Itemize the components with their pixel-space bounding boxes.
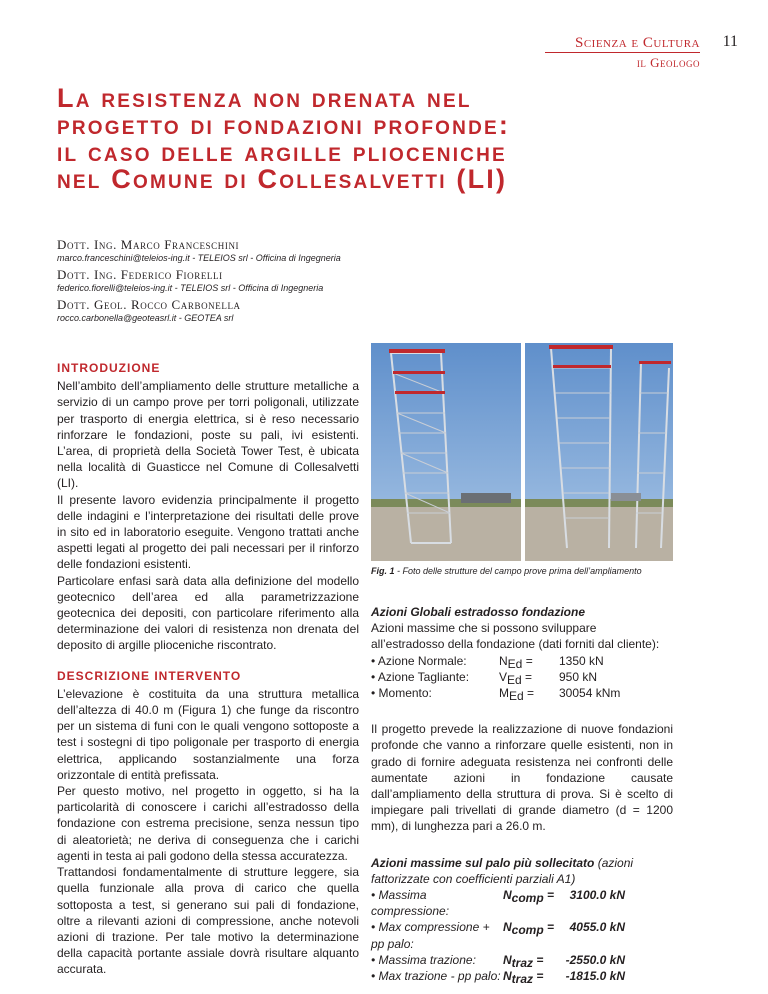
pile-load-symbol: Ncomp =: [503, 920, 555, 938]
figure-label: Fig. 1: [371, 566, 395, 576]
load-symbol: MEd =: [499, 686, 535, 704]
pile-load-symbol: Ntraz =: [503, 969, 544, 987]
figure-caption-text: - Foto delle strutture del campo prove prima dell’ampliamento: [394, 566, 642, 576]
running-header-journal: il Geologo: [636, 55, 700, 70]
spacer: [371, 701, 673, 721]
subheading-azioni-globali: Azioni Globali estradosso fondazione: [371, 605, 586, 619]
paragraph: Per questo motivo, nel progetto in oggetto, si ha la particolarità di conoscere i carichi all’estradosso della fondazione con estrema precisione, senza nessun tipo di aleatorietà; ne deriva di conseguenza che i carichi agenti in testa ai pali godono della stessa accuratezza.: [57, 784, 359, 863]
load-symbol: NEd =: [499, 653, 533, 671]
paragraph: Il presente lavoro evidenzia principalmente il progetto delle indagini e l’interpretazione dei risultati delle prove in sito ed in laboratorio eseguite. Vengono trattati anche aspetti legati al progetto dei pali necessari per il rinforzo delle fondazioni esistenti.: [57, 492, 359, 572]
load-label: • Azione Normale:: [371, 653, 467, 668]
spacer: [57, 654, 359, 668]
paragraph: Il progetto prevede la realizzazione di nuove fondazioni profonde che vanno a rinforzare quelle esistenti, non in grado di fornire adeguata resistenza nei confronti delle aumentate azioni in fondazione causate dall’ampliamento della struttura di prova. Si è scelto di impiegare pali trivellati di grande diametro (d = 1200 mm), di lunghezza pari a 26.0 m.: [371, 722, 673, 834]
author-affiliation: marco.franceschini@teleios-ing.it - TELEIOS srl - Officina di Ingegneria: [57, 253, 341, 263]
title-line-4: nel Comune di Collesalvetti (LI): [57, 164, 508, 194]
author-name: Dott. Ing. Marco Franceschini: [57, 237, 240, 252]
load-value: 30054 kNm: [559, 686, 621, 701]
pile-load-symbol: Ntraz =: [503, 952, 544, 970]
section-heading-descrizione: DESCRIZIONE INTERVENTO: [57, 668, 242, 683]
subheading-azioni-palo: Azioni massime sul palo più sollecitato (azioni fattorizzate con coefficienti parziali A1): [371, 855, 634, 886]
load-label: • Momento:: [371, 686, 432, 701]
paragraph: Particolare enfasi sarà data alla definizione del modello geotecnico dell’area ed alla parametrizzazione geotecnica dei depositi, con particolare riferimento alla determinazione dei valori di resistenza non drenata del deposito di argille plioceniche riscontrato.: [57, 573, 359, 653]
load-symbol: VEd =: [499, 669, 533, 687]
paragraph: L’elevazione è costituita da una struttura metallica dell’altezza di 40.0 m (Figura 1) che funge da riscontro per un sistema di funi con le quali vengono sottoposte a test i sostegni di tipo poligonale per trasporto di energia elettrica, applicando sostanzialmente una forza orizzontale di entità prefissata.: [57, 686, 359, 782]
load-label: • Azione Tagliante:: [371, 669, 470, 684]
header-rule: [545, 52, 700, 53]
section-heading-introduzione: INTRODUZIONE: [57, 361, 161, 375]
paragraph: Trattandosi fondamentalmente di strutture leggere, sia quella funzionale alla prova di carico che quella sottoposta a test, si generano sui pali di fondazione, oltre a rilevanti azioni di compressione, anche notevoli azioni di trazione. Per tale motivo la determinazione della capacità portante assiale dovrà risultare alquanto accurata.: [57, 865, 359, 977]
title-line-1: La resistenza non drenata nel: [57, 83, 472, 113]
pile-load-value: 3100.0 kN: [569, 888, 625, 903]
paragraph: Nell’ambito dell’ampliamento delle strutture metalliche a servizio di un campo prove per torri poligonali, utilizzate per trasporto di energia elettrica, si è reso necessario rinforzare le fondazioni, poste su pali, ivi esistenti. L’area, di proprietà della Società Tower Test, è ubicata nella località di Guasticce nel Comune di Collesalvetti (LI).: [57, 379, 359, 491]
author-name: Dott. Geol. Rocco Carbonella: [57, 297, 241, 312]
author-list: [57, 237, 557, 327]
author-affiliation: rocco.carbonella@geoteasrl.it - GEOTEA srl: [57, 313, 234, 323]
load-value: 950 kN: [559, 669, 598, 684]
page-number: 11: [722, 33, 738, 50]
title-line-3: il caso delle argille plioceniche: [57, 137, 507, 167]
figure-photo: [371, 343, 673, 561]
pile-load-value: 4055.0 kN: [569, 920, 625, 935]
figure-caption: [371, 566, 711, 576]
pile-load-symbol: Ncomp =: [503, 888, 555, 906]
pile-load-row: [371, 968, 673, 987]
pile-load-label: • Max trazione - pp palo:: [371, 969, 501, 984]
author-name: Dott. Ing. Federico Fiorelli: [57, 267, 223, 282]
paragraph: Azioni massime che si possono sviluppare all’estradosso della fondazione (dati forniti dal cliente):: [371, 621, 660, 652]
pile-load-row: [371, 887, 673, 919]
pile-load-value: -1815.0 kN: [565, 969, 625, 984]
load-row: [371, 653, 673, 669]
author-affiliation: federico.fiorelli@teleios-ing.it - TELEIOS srl - Officina di Ingegneria: [57, 283, 324, 293]
article-title: [57, 85, 697, 193]
right-column: [371, 604, 673, 987]
load-row: [371, 669, 673, 685]
pile-load-value: -2550.0 kN: [565, 952, 625, 967]
spacer: [371, 835, 673, 855]
load-value: 1350 kN: [559, 653, 604, 668]
running-header-section: Scienza e Cultura: [575, 35, 700, 51]
load-row: [371, 685, 673, 704]
title-line-2: progetto di fondazioni profonde:: [57, 110, 511, 140]
pile-load-label: • Massima compressione:: [371, 888, 450, 919]
test-towers-photo: [371, 343, 673, 561]
left-column: [57, 360, 359, 978]
pile-load-row: [371, 952, 673, 968]
pile-load-label: • Massima trazione:: [371, 952, 476, 967]
pile-load-row: [371, 919, 673, 951]
pile-load-label: • Max compressione + pp palo:: [371, 920, 490, 951]
